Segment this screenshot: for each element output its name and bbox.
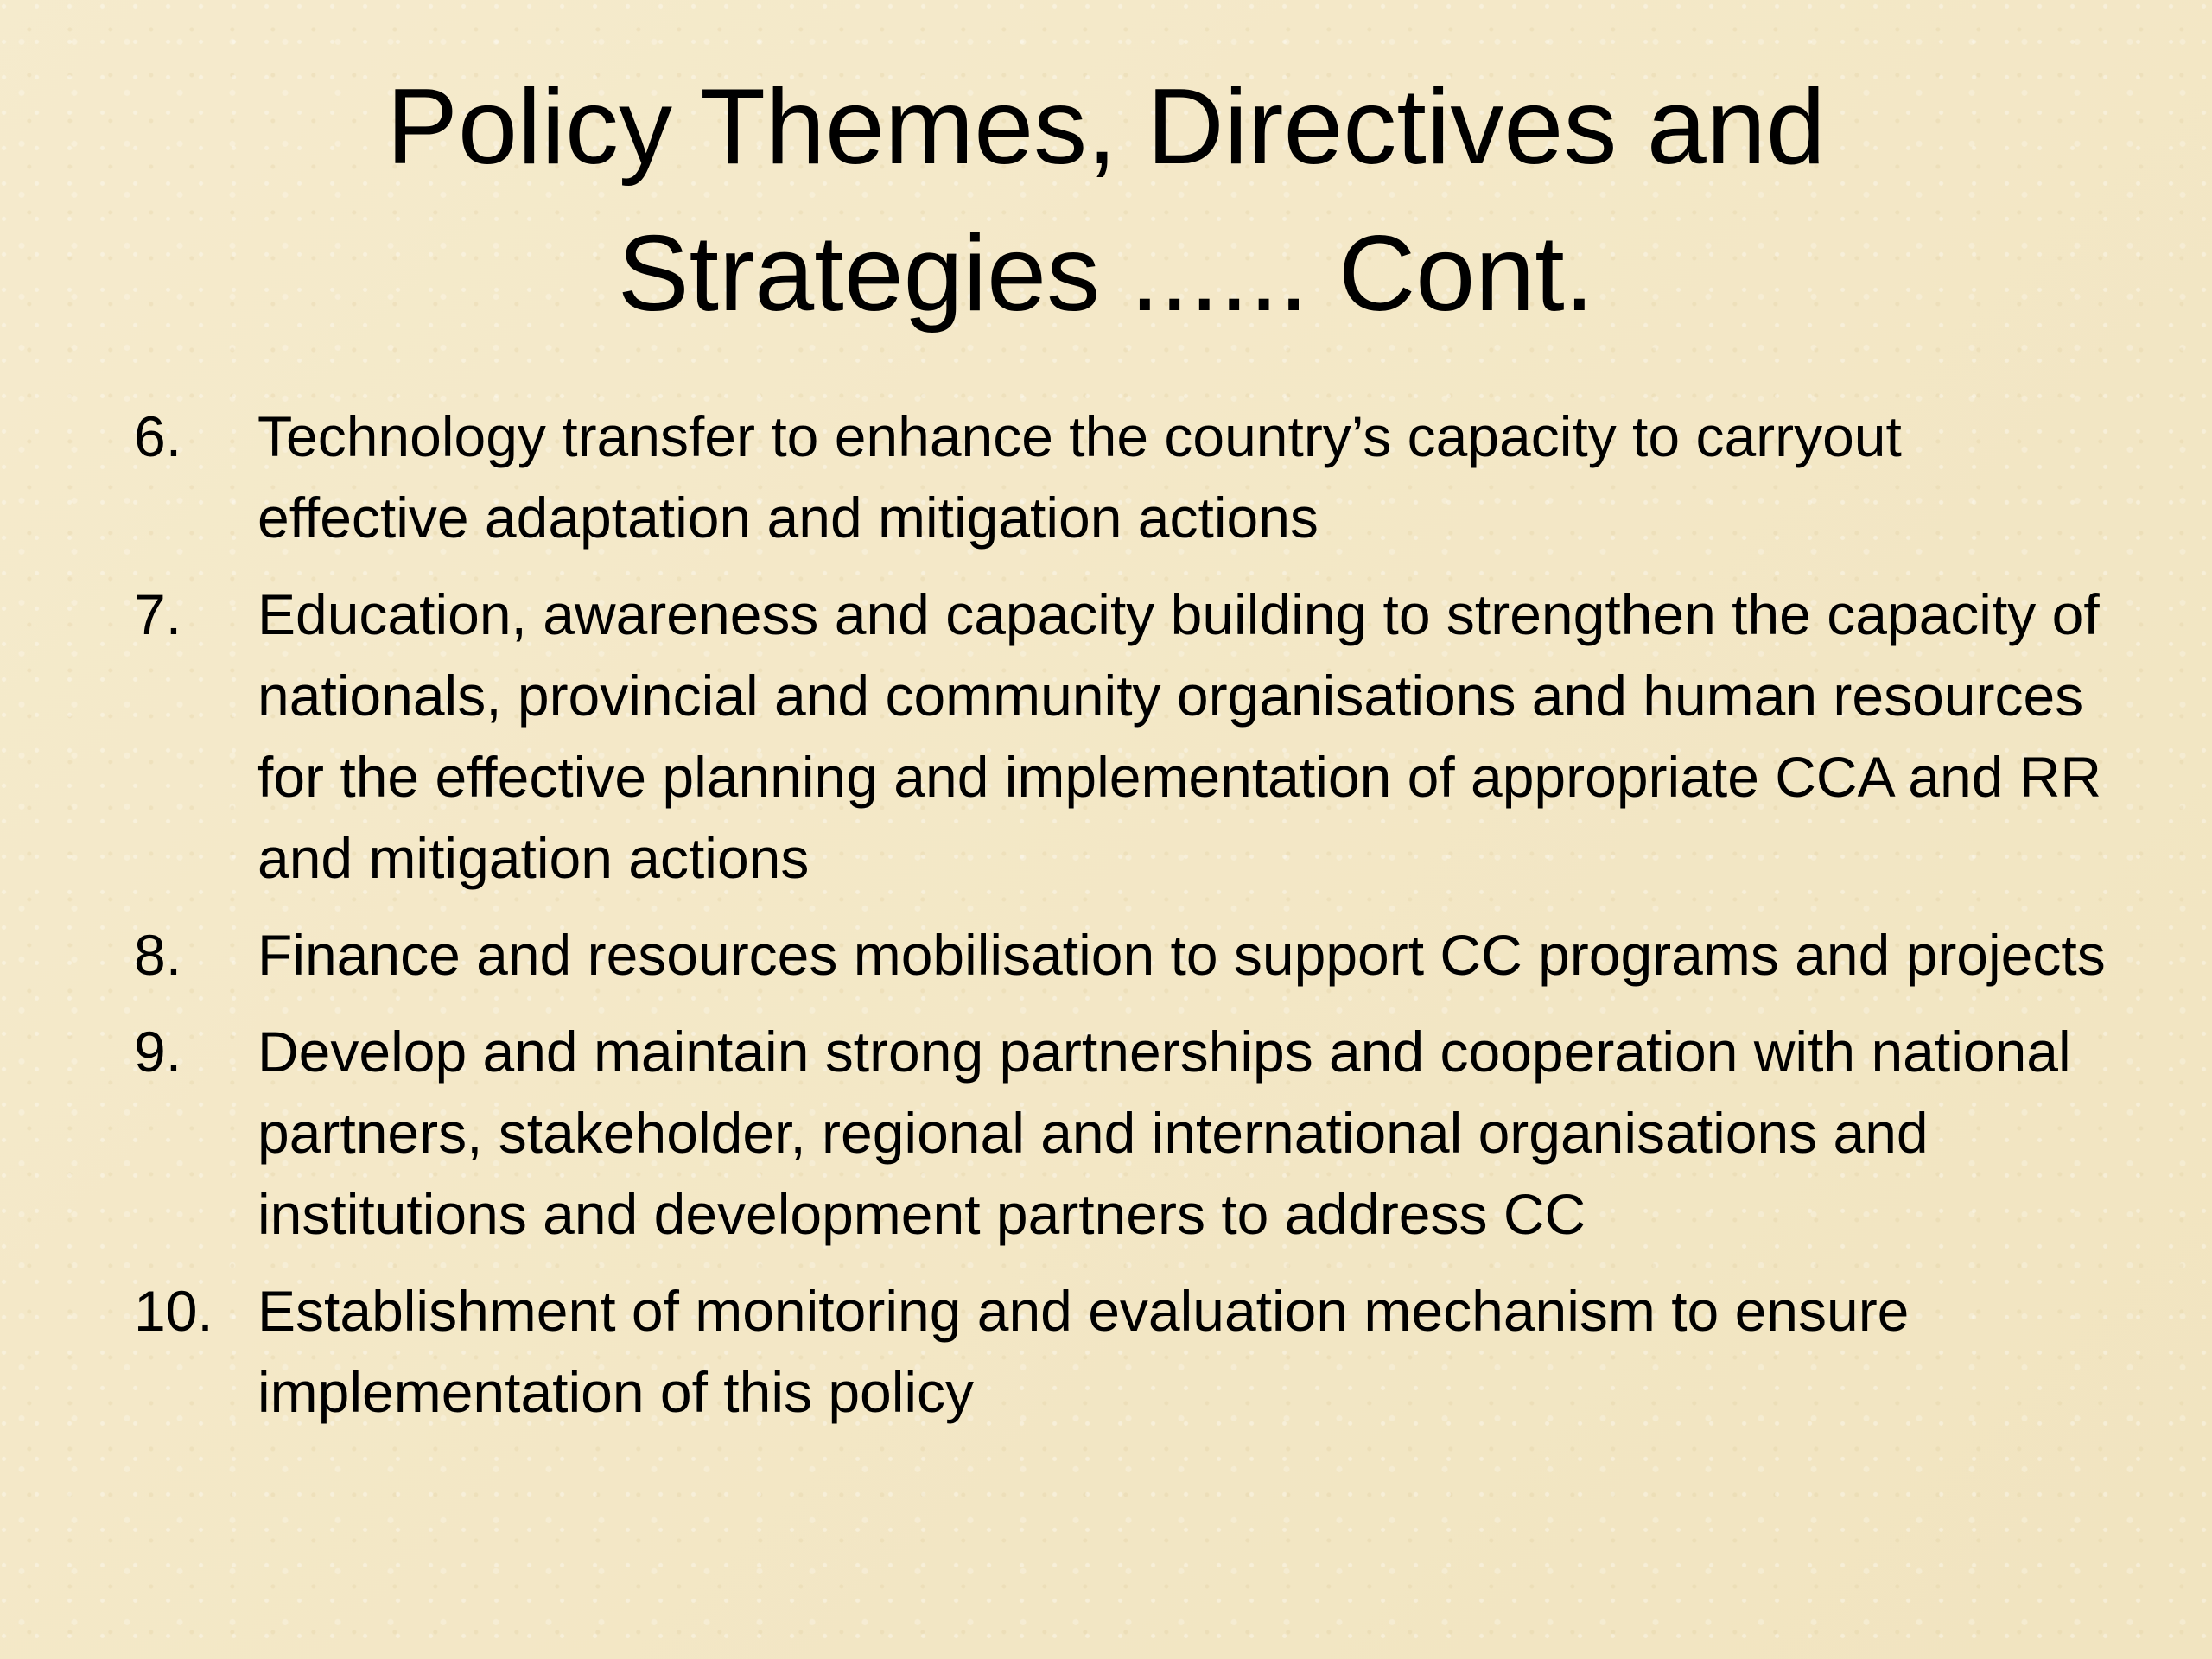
list-item-text: Finance and resources mobilisation to support CC programs and projects	[257, 923, 2106, 987]
list-item-number: 8.	[134, 923, 182, 987]
list-item-number: 10.	[134, 1279, 213, 1343]
policy-list	[134, 396, 2121, 1448]
slide-title: Policy Themes, Directives and Strategies ...... Cont.	[386, 67, 1826, 334]
list-item-9	[134, 1011, 2121, 1255]
list-item-6	[134, 396, 2121, 558]
list-item-text: Develop and maintain strong partnerships and cooperation with national partners, stakeholder, regional and international organisations and institutions and development partners to address CC	[257, 1020, 2071, 1246]
list-item-7	[134, 574, 2121, 899]
list-item-text: Education, awareness and capacity building to strengthen the capacity of nationals, provincial and community organisations and human resources for the effective planning and implementation of appropriate CCA and RR and mitigation actions	[257, 582, 2102, 890]
list-item-number: 7.	[134, 582, 182, 646]
list-item-text: Establishment of monitoring and evaluation mechanism to ensure implementation of this policy	[257, 1279, 1910, 1424]
list-item-number: 9.	[134, 1020, 182, 1084]
list-item-text: Technology transfer to enhance the country’s capacity to carryout effective adaptation and mitigation actions	[257, 404, 1902, 550]
list-item-number: 6.	[134, 404, 182, 468]
list-item-10	[134, 1270, 2121, 1433]
list-item-8	[134, 914, 2121, 995]
